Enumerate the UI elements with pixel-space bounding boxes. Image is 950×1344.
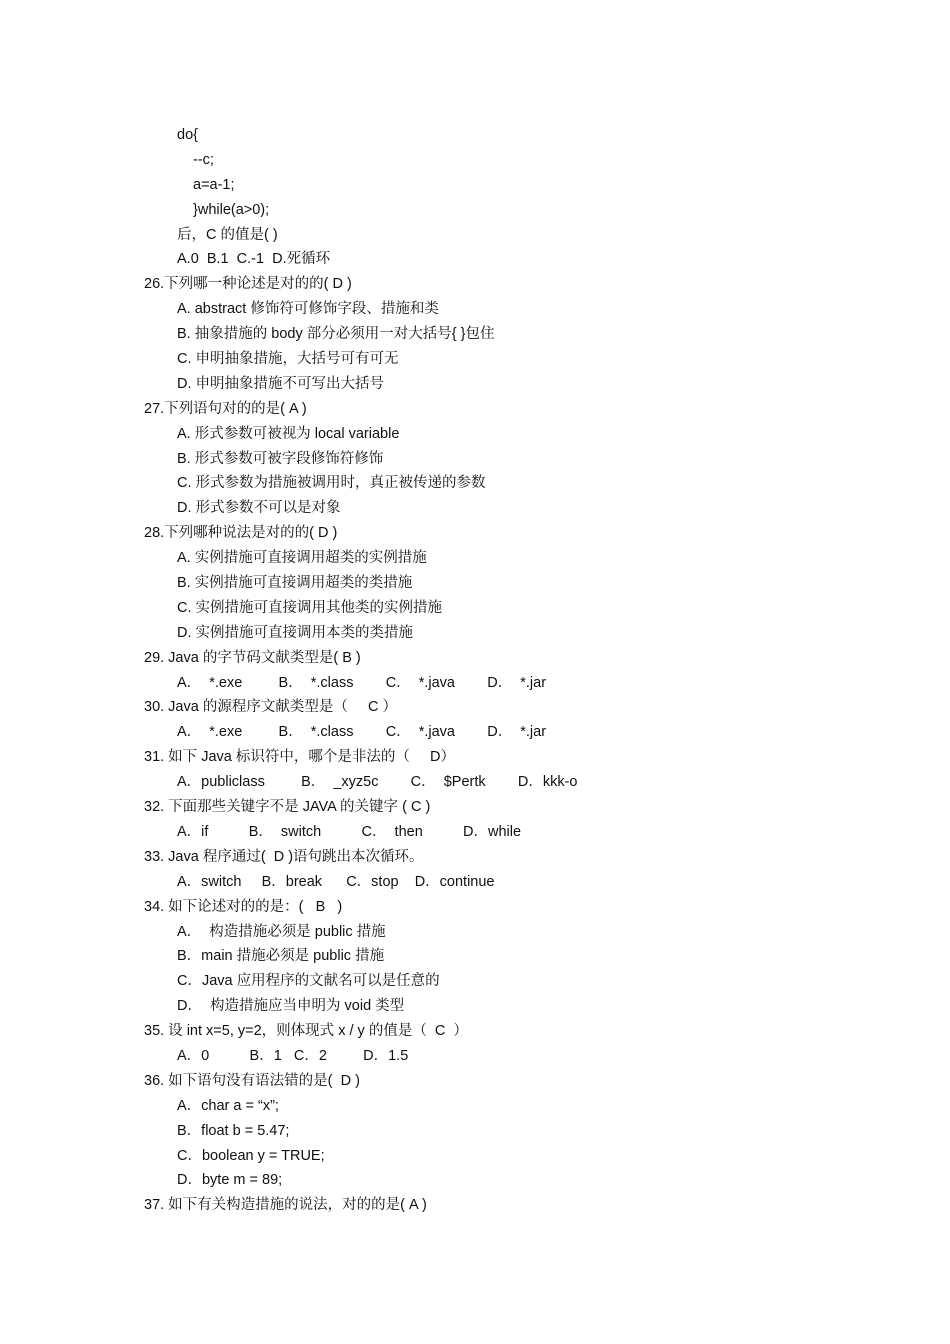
option-line: A．switch B．break C．stop D．continue bbox=[177, 873, 495, 890]
question-line: 29. Java 的字节码文献类型是( B ) bbox=[144, 649, 361, 666]
option-line: A．publiclass B． _xyz5c C． $Pertk D．kkk-o bbox=[177, 774, 578, 791]
option-line: C. 申明抽象措施，大括号可有可无 bbox=[177, 351, 399, 368]
option-line: A.0 B.1 C.-1 D.死循环 bbox=[177, 251, 331, 268]
question-line: 36. 如下语句没有语法错的是( D ) bbox=[144, 1072, 360, 1089]
option-line: D． 构造措施应当申明为 void 类型 bbox=[177, 998, 405, 1015]
option-line: --c; bbox=[193, 151, 214, 168]
option-line: A. 实例措施可直接调用超类的实例措施 bbox=[177, 550, 427, 567]
option-line: A． 构造措施必须是 public 措施 bbox=[177, 923, 386, 940]
option-line: D. 实例措施可直接调用本类的类措施 bbox=[177, 624, 414, 641]
option-line: B．float b = 5.47; bbox=[177, 1122, 290, 1139]
option-line: C. 形式参数为措施被调用时，真正被传递的参数 bbox=[177, 475, 486, 492]
option-line: C．boolean y = TRUE; bbox=[177, 1147, 325, 1164]
question-line: 35. 设 int x=5, y=2，则体现式 x / y 的值是（ C ） bbox=[144, 1023, 468, 1040]
question-line: 28.下列哪种说法是对的的( D ) bbox=[144, 525, 338, 542]
option-line: B. 实例措施可直接调用超类的类措施 bbox=[177, 575, 413, 592]
option-line: D. 形式参数不可以是对象 bbox=[177, 500, 341, 517]
option-line: D. 申明抽象措施不可写出大括号 bbox=[177, 375, 385, 392]
option-line: B. 抽象措施的 body 部分必须用一对大括号{ }包住 bbox=[177, 326, 495, 343]
option-line: B．main 措施必须是 public 措施 bbox=[177, 948, 385, 965]
question-line: 30. Java 的源程序文献类型是（ C ） bbox=[144, 699, 397, 716]
option-line: D．byte m = 89; bbox=[177, 1172, 283, 1189]
option-line: A．if B． switch C． then D．while bbox=[177, 823, 522, 840]
option-line: A．char a = “x”; bbox=[177, 1097, 279, 1114]
option-line: A. 形式参数可被视为 local variable bbox=[177, 425, 400, 442]
question-line: 27.下列语句对的的是( A ) bbox=[144, 400, 307, 417]
question-line: 37. 如下有关构造措施的说法，对的的是( A ) bbox=[144, 1197, 427, 1214]
option-line: A. abstract 修饰符可修饰字段、措施和类 bbox=[177, 301, 439, 318]
option-line: 后，C 的值是( ) bbox=[177, 226, 278, 243]
question-line: 32. 下面那些关键字不是 JAVA 的关键字 ( C ) bbox=[144, 799, 431, 816]
option-line: C．Java 应用程序的文献名可以是任意的 bbox=[177, 973, 440, 990]
option-line: a=a-1; bbox=[193, 176, 235, 193]
option-line: do{ bbox=[177, 127, 198, 143]
question-line: 33. Java 程序通过( D )语句跳出本次循环。 bbox=[144, 848, 424, 865]
option-line: A． *.exe B． *.class C． *.java D． *.jar bbox=[177, 674, 547, 691]
document-body bbox=[0, 123, 950, 1218]
option-line: A． *.exe B． *.class C． *.java D． *.jar bbox=[177, 724, 547, 741]
question-line: 34. 如下论述对的的是：( B ) bbox=[144, 898, 343, 915]
option-line: A．0 B．1 C．2 D．1.5 bbox=[177, 1047, 409, 1064]
option-line: }while(a>0); bbox=[193, 201, 270, 218]
question-line: 26.下列哪一种论述是对的的( D ) bbox=[144, 276, 352, 293]
option-line: C. 实例措施可直接调用其他类的实例措施 bbox=[177, 599, 443, 616]
question-line: 31. 如下 Java 标识符中，哪个是非法的（ D） bbox=[144, 749, 455, 766]
option-line: B. 形式参数可被字段修饰符修饰 bbox=[177, 450, 384, 467]
